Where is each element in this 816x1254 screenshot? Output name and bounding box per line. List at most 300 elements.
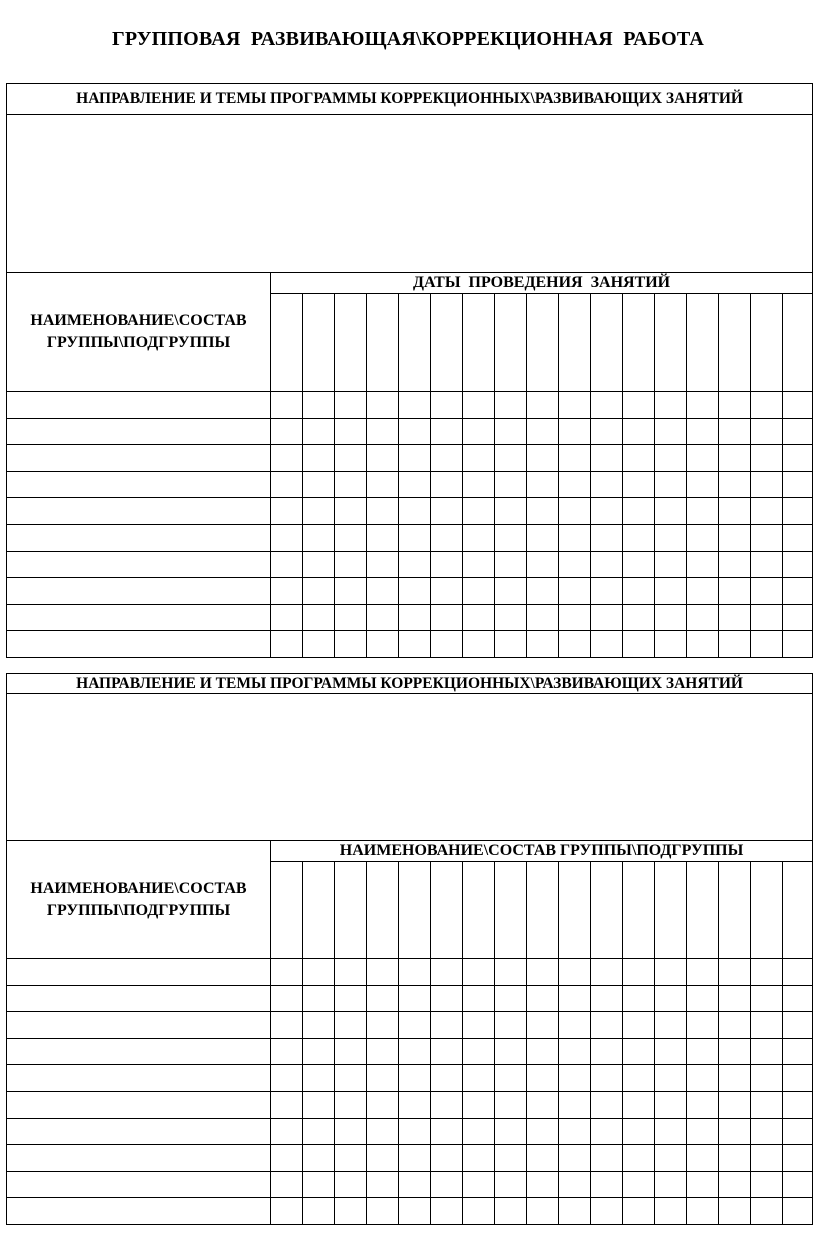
- attendance-cell[interactable]: [463, 551, 495, 578]
- attendance-cell[interactable]: [527, 418, 559, 445]
- attendance-cell[interactable]: [591, 1091, 623, 1118]
- attendance-cell[interactable]: [623, 1171, 655, 1198]
- attendance-cell[interactable]: [591, 471, 623, 498]
- attendance-cell[interactable]: [495, 551, 527, 578]
- attendance-cell[interactable]: [335, 498, 367, 525]
- attendance-cell[interactable]: [751, 1012, 783, 1039]
- group-name-cell[interactable]: [7, 498, 271, 525]
- attendance-cell[interactable]: [687, 578, 719, 605]
- attendance-cell[interactable]: [367, 604, 399, 631]
- attendance-cell[interactable]: [591, 1198, 623, 1225]
- attendance-cell[interactable]: [751, 604, 783, 631]
- attendance-cell[interactable]: [591, 1038, 623, 1065]
- attendance-cell[interactable]: [495, 1065, 527, 1092]
- attendance-cell[interactable]: [495, 445, 527, 472]
- attendance-cell[interactable]: [623, 1065, 655, 1092]
- attendance-cell[interactable]: [687, 498, 719, 525]
- date-header-cell[interactable]: [271, 294, 303, 392]
- date-header-cell[interactable]: [399, 862, 431, 959]
- attendance-cell[interactable]: [463, 604, 495, 631]
- date-header-cell[interactable]: [367, 294, 399, 392]
- attendance-cell[interactable]: [623, 1091, 655, 1118]
- attendance-cell[interactable]: [719, 1065, 751, 1092]
- attendance-cell[interactable]: [527, 498, 559, 525]
- attendance-cell[interactable]: [655, 1118, 687, 1145]
- attendance-cell[interactable]: [303, 1171, 335, 1198]
- attendance-cell[interactable]: [463, 631, 495, 658]
- attendance-cell[interactable]: [783, 524, 813, 551]
- attendance-cell[interactable]: [719, 1145, 751, 1172]
- attendance-cell[interactable]: [495, 959, 527, 986]
- attendance-cell[interactable]: [623, 1038, 655, 1065]
- attendance-cell[interactable]: [431, 392, 463, 419]
- attendance-cell[interactable]: [431, 1012, 463, 1039]
- attendance-cell[interactable]: [399, 604, 431, 631]
- attendance-cell[interactable]: [335, 471, 367, 498]
- date-header-cell[interactable]: [687, 862, 719, 959]
- attendance-cell[interactable]: [367, 392, 399, 419]
- attendance-cell[interactable]: [495, 631, 527, 658]
- date-header-cell[interactable]: [591, 294, 623, 392]
- attendance-cell[interactable]: [783, 604, 813, 631]
- attendance-cell[interactable]: [431, 445, 463, 472]
- date-header-cell[interactable]: [687, 294, 719, 392]
- attendance-cell[interactable]: [399, 959, 431, 986]
- attendance-cell[interactable]: [591, 392, 623, 419]
- attendance-cell[interactable]: [719, 392, 751, 419]
- attendance-cell[interactable]: [559, 1118, 591, 1145]
- attendance-cell[interactable]: [783, 1171, 813, 1198]
- date-header-cell[interactable]: [559, 862, 591, 959]
- attendance-cell[interactable]: [271, 524, 303, 551]
- attendance-cell[interactable]: [463, 1145, 495, 1172]
- attendance-cell[interactable]: [303, 985, 335, 1012]
- attendance-cell[interactable]: [303, 498, 335, 525]
- attendance-cell[interactable]: [655, 578, 687, 605]
- attendance-cell[interactable]: [783, 1038, 813, 1065]
- attendance-cell[interactable]: [495, 985, 527, 1012]
- attendance-cell[interactable]: [527, 392, 559, 419]
- attendance-cell[interactable]: [687, 1065, 719, 1092]
- attendance-cell[interactable]: [303, 1065, 335, 1092]
- attendance-cell[interactable]: [271, 498, 303, 525]
- attendance-cell[interactable]: [303, 551, 335, 578]
- attendance-cell[interactable]: [431, 631, 463, 658]
- attendance-cell[interactable]: [751, 985, 783, 1012]
- group-name-cell[interactable]: [7, 392, 271, 419]
- date-header-cell[interactable]: [527, 294, 559, 392]
- attendance-cell[interactable]: [783, 1012, 813, 1039]
- attendance-cell[interactable]: [623, 1145, 655, 1172]
- attendance-cell[interactable]: [655, 1198, 687, 1225]
- group-name-cell[interactable]: [7, 1145, 271, 1172]
- attendance-cell[interactable]: [431, 1038, 463, 1065]
- attendance-cell[interactable]: [463, 392, 495, 419]
- attendance-cell[interactable]: [495, 418, 527, 445]
- attendance-cell[interactable]: [463, 1118, 495, 1145]
- group-name-cell[interactable]: [7, 418, 271, 445]
- attendance-cell[interactable]: [591, 1171, 623, 1198]
- attendance-cell[interactable]: [655, 524, 687, 551]
- attendance-cell[interactable]: [527, 1012, 559, 1039]
- date-header-cell[interactable]: [399, 294, 431, 392]
- attendance-cell[interactable]: [431, 551, 463, 578]
- attendance-cell[interactable]: [431, 1145, 463, 1172]
- attendance-cell[interactable]: [559, 551, 591, 578]
- attendance-cell[interactable]: [271, 578, 303, 605]
- attendance-cell[interactable]: [655, 445, 687, 472]
- attendance-cell[interactable]: [399, 418, 431, 445]
- attendance-cell[interactable]: [751, 392, 783, 419]
- attendance-cell[interactable]: [559, 1198, 591, 1225]
- attendance-cell[interactable]: [527, 1145, 559, 1172]
- attendance-cell[interactable]: [783, 985, 813, 1012]
- attendance-cell[interactable]: [303, 1012, 335, 1039]
- attendance-cell[interactable]: [719, 1198, 751, 1225]
- direction-topics-field[interactable]: [7, 694, 813, 841]
- attendance-cell[interactable]: [655, 959, 687, 986]
- attendance-cell[interactable]: [399, 1038, 431, 1065]
- attendance-cell[interactable]: [367, 1198, 399, 1225]
- attendance-cell[interactable]: [367, 551, 399, 578]
- attendance-cell[interactable]: [303, 1145, 335, 1172]
- attendance-cell[interactable]: [719, 1171, 751, 1198]
- attendance-cell[interactable]: [719, 604, 751, 631]
- attendance-cell[interactable]: [783, 1198, 813, 1225]
- group-name-cell[interactable]: [7, 445, 271, 472]
- attendance-cell[interactable]: [495, 1012, 527, 1039]
- attendance-cell[interactable]: [623, 1118, 655, 1145]
- attendance-cell[interactable]: [431, 1198, 463, 1225]
- date-header-cell[interactable]: [655, 294, 687, 392]
- attendance-cell[interactable]: [335, 631, 367, 658]
- attendance-cell[interactable]: [463, 471, 495, 498]
- attendance-cell[interactable]: [623, 418, 655, 445]
- attendance-cell[interactable]: [335, 551, 367, 578]
- attendance-cell[interactable]: [719, 418, 751, 445]
- attendance-cell[interactable]: [335, 1038, 367, 1065]
- attendance-cell[interactable]: [271, 392, 303, 419]
- attendance-cell[interactable]: [399, 498, 431, 525]
- attendance-cell[interactable]: [719, 1118, 751, 1145]
- attendance-cell[interactable]: [559, 418, 591, 445]
- attendance-cell[interactable]: [527, 1091, 559, 1118]
- attendance-cell[interactable]: [495, 1038, 527, 1065]
- attendance-cell[interactable]: [495, 471, 527, 498]
- attendance-cell[interactable]: [655, 1038, 687, 1065]
- attendance-cell[interactable]: [719, 985, 751, 1012]
- attendance-cell[interactable]: [495, 1145, 527, 1172]
- attendance-cell[interactable]: [303, 959, 335, 986]
- date-header-cell[interactable]: [335, 294, 367, 392]
- attendance-cell[interactable]: [367, 498, 399, 525]
- attendance-cell[interactable]: [559, 604, 591, 631]
- attendance-cell[interactable]: [335, 1171, 367, 1198]
- attendance-cell[interactable]: [335, 445, 367, 472]
- date-header-cell[interactable]: [527, 862, 559, 959]
- attendance-cell[interactable]: [463, 498, 495, 525]
- date-header-cell[interactable]: [495, 862, 527, 959]
- attendance-cell[interactable]: [431, 578, 463, 605]
- attendance-cell[interactable]: [495, 604, 527, 631]
- attendance-cell[interactable]: [527, 1198, 559, 1225]
- attendance-cell[interactable]: [303, 524, 335, 551]
- attendance-cell[interactable]: [303, 445, 335, 472]
- attendance-cell[interactable]: [687, 418, 719, 445]
- attendance-cell[interactable]: [591, 524, 623, 551]
- attendance-cell[interactable]: [655, 498, 687, 525]
- attendance-cell[interactable]: [751, 1171, 783, 1198]
- attendance-cell[interactable]: [687, 604, 719, 631]
- attendance-cell[interactable]: [559, 498, 591, 525]
- attendance-cell[interactable]: [751, 445, 783, 472]
- attendance-cell[interactable]: [655, 1145, 687, 1172]
- date-header-cell[interactable]: [463, 294, 495, 392]
- attendance-cell[interactable]: [559, 1038, 591, 1065]
- attendance-cell[interactable]: [687, 1012, 719, 1039]
- attendance-cell[interactable]: [399, 392, 431, 419]
- attendance-cell[interactable]: [751, 524, 783, 551]
- attendance-cell[interactable]: [559, 1065, 591, 1092]
- attendance-cell[interactable]: [495, 1198, 527, 1225]
- attendance-cell[interactable]: [463, 1065, 495, 1092]
- attendance-cell[interactable]: [687, 1091, 719, 1118]
- attendance-cell[interactable]: [367, 445, 399, 472]
- attendance-cell[interactable]: [687, 631, 719, 658]
- attendance-cell[interactable]: [559, 959, 591, 986]
- attendance-cell[interactable]: [655, 471, 687, 498]
- attendance-cell[interactable]: [623, 1012, 655, 1039]
- direction-topics-field[interactable]: [7, 115, 813, 273]
- attendance-cell[interactable]: [399, 1091, 431, 1118]
- attendance-cell[interactable]: [751, 471, 783, 498]
- attendance-cell[interactable]: [687, 1038, 719, 1065]
- attendance-cell[interactable]: [463, 445, 495, 472]
- attendance-cell[interactable]: [335, 604, 367, 631]
- attendance-cell[interactable]: [623, 392, 655, 419]
- attendance-cell[interactable]: [623, 471, 655, 498]
- attendance-cell[interactable]: [303, 1198, 335, 1225]
- group-name-cell[interactable]: [7, 1038, 271, 1065]
- attendance-cell[interactable]: [655, 604, 687, 631]
- attendance-cell[interactable]: [367, 1091, 399, 1118]
- attendance-cell[interactable]: [399, 985, 431, 1012]
- attendance-cell[interactable]: [687, 959, 719, 986]
- attendance-cell[interactable]: [559, 392, 591, 419]
- attendance-cell[interactable]: [623, 524, 655, 551]
- attendance-cell[interactable]: [527, 1038, 559, 1065]
- date-header-cell[interactable]: [303, 294, 335, 392]
- attendance-cell[interactable]: [367, 1012, 399, 1039]
- attendance-cell[interactable]: [431, 498, 463, 525]
- attendance-cell[interactable]: [527, 631, 559, 658]
- attendance-cell[interactable]: [303, 392, 335, 419]
- attendance-cell[interactable]: [399, 1145, 431, 1172]
- attendance-cell[interactable]: [783, 551, 813, 578]
- attendance-cell[interactable]: [559, 985, 591, 1012]
- attendance-cell[interactable]: [335, 524, 367, 551]
- attendance-cell[interactable]: [271, 1012, 303, 1039]
- attendance-cell[interactable]: [783, 631, 813, 658]
- group-name-cell[interactable]: [7, 631, 271, 658]
- attendance-cell[interactable]: [591, 604, 623, 631]
- attendance-cell[interactable]: [687, 985, 719, 1012]
- group-name-cell[interactable]: [7, 1012, 271, 1039]
- attendance-cell[interactable]: [623, 959, 655, 986]
- attendance-cell[interactable]: [271, 471, 303, 498]
- date-header-cell[interactable]: [623, 862, 655, 959]
- attendance-cell[interactable]: [751, 551, 783, 578]
- group-name-cell[interactable]: [7, 985, 271, 1012]
- attendance-cell[interactable]: [335, 1012, 367, 1039]
- attendance-cell[interactable]: [559, 1012, 591, 1039]
- attendance-cell[interactable]: [367, 578, 399, 605]
- attendance-cell[interactable]: [463, 524, 495, 551]
- attendance-cell[interactable]: [303, 1091, 335, 1118]
- attendance-cell[interactable]: [495, 524, 527, 551]
- attendance-cell[interactable]: [527, 524, 559, 551]
- attendance-cell[interactable]: [463, 418, 495, 445]
- attendance-cell[interactable]: [591, 445, 623, 472]
- attendance-cell[interactable]: [559, 578, 591, 605]
- attendance-cell[interactable]: [463, 1038, 495, 1065]
- attendance-cell[interactable]: [559, 471, 591, 498]
- date-header-cell[interactable]: [655, 862, 687, 959]
- attendance-cell[interactable]: [751, 1038, 783, 1065]
- attendance-cell[interactable]: [719, 1091, 751, 1118]
- attendance-cell[interactable]: [655, 1091, 687, 1118]
- attendance-cell[interactable]: [623, 445, 655, 472]
- attendance-cell[interactable]: [591, 1065, 623, 1092]
- attendance-cell[interactable]: [687, 524, 719, 551]
- attendance-cell[interactable]: [527, 1171, 559, 1198]
- attendance-cell[interactable]: [431, 1171, 463, 1198]
- attendance-cell[interactable]: [783, 1091, 813, 1118]
- attendance-cell[interactable]: [303, 604, 335, 631]
- attendance-cell[interactable]: [527, 551, 559, 578]
- date-header-cell[interactable]: [335, 862, 367, 959]
- attendance-cell[interactable]: [495, 1118, 527, 1145]
- date-header-cell[interactable]: [559, 294, 591, 392]
- attendance-cell[interactable]: [783, 392, 813, 419]
- attendance-cell[interactable]: [495, 392, 527, 419]
- attendance-cell[interactable]: [271, 631, 303, 658]
- attendance-cell[interactable]: [687, 551, 719, 578]
- group-name-cell[interactable]: [7, 1091, 271, 1118]
- attendance-cell[interactable]: [271, 1065, 303, 1092]
- attendance-cell[interactable]: [527, 1118, 559, 1145]
- attendance-cell[interactable]: [623, 1198, 655, 1225]
- attendance-cell[interactable]: [335, 392, 367, 419]
- attendance-cell[interactable]: [783, 578, 813, 605]
- attendance-cell[interactable]: [591, 631, 623, 658]
- attendance-cell[interactable]: [687, 1198, 719, 1225]
- attendance-cell[interactable]: [687, 471, 719, 498]
- attendance-cell[interactable]: [591, 959, 623, 986]
- group-name-cell[interactable]: [7, 578, 271, 605]
- attendance-cell[interactable]: [271, 1118, 303, 1145]
- attendance-cell[interactable]: [655, 392, 687, 419]
- attendance-cell[interactable]: [591, 1118, 623, 1145]
- attendance-cell[interactable]: [335, 1065, 367, 1092]
- attendance-cell[interactable]: [687, 392, 719, 419]
- attendance-cell[interactable]: [559, 1171, 591, 1198]
- attendance-cell[interactable]: [495, 578, 527, 605]
- attendance-cell[interactable]: [719, 524, 751, 551]
- date-header-cell[interactable]: [591, 862, 623, 959]
- attendance-cell[interactable]: [399, 1012, 431, 1039]
- attendance-cell[interactable]: [367, 631, 399, 658]
- attendance-cell[interactable]: [335, 985, 367, 1012]
- attendance-cell[interactable]: [751, 1198, 783, 1225]
- attendance-cell[interactable]: [655, 985, 687, 1012]
- attendance-cell[interactable]: [751, 578, 783, 605]
- attendance-cell[interactable]: [623, 985, 655, 1012]
- attendance-cell[interactable]: [271, 1038, 303, 1065]
- attendance-cell[interactable]: [591, 1145, 623, 1172]
- attendance-cell[interactable]: [719, 445, 751, 472]
- date-header-cell[interactable]: [303, 862, 335, 959]
- date-header-cell[interactable]: [463, 862, 495, 959]
- attendance-cell[interactable]: [783, 418, 813, 445]
- attendance-cell[interactable]: [655, 1065, 687, 1092]
- attendance-cell[interactable]: [431, 1065, 463, 1092]
- attendance-cell[interactable]: [559, 1145, 591, 1172]
- attendance-cell[interactable]: [527, 1065, 559, 1092]
- attendance-cell[interactable]: [367, 1171, 399, 1198]
- attendance-cell[interactable]: [431, 418, 463, 445]
- date-header-cell[interactable]: [783, 294, 813, 392]
- attendance-cell[interactable]: [751, 498, 783, 525]
- attendance-cell[interactable]: [719, 1012, 751, 1039]
- attendance-cell[interactable]: [367, 1145, 399, 1172]
- attendance-cell[interactable]: [399, 445, 431, 472]
- attendance-cell[interactable]: [399, 1171, 431, 1198]
- attendance-cell[interactable]: [655, 1012, 687, 1039]
- attendance-cell[interactable]: [783, 1065, 813, 1092]
- attendance-cell[interactable]: [527, 959, 559, 986]
- attendance-cell[interactable]: [335, 1091, 367, 1118]
- date-header-cell[interactable]: [367, 862, 399, 959]
- attendance-cell[interactable]: [591, 551, 623, 578]
- date-header-cell[interactable]: [783, 862, 813, 959]
- attendance-cell[interactable]: [719, 471, 751, 498]
- group-name-cell[interactable]: [7, 551, 271, 578]
- group-name-cell[interactable]: [7, 604, 271, 631]
- date-header-cell[interactable]: [431, 294, 463, 392]
- attendance-cell[interactable]: [751, 418, 783, 445]
- group-name-cell[interactable]: [7, 1198, 271, 1225]
- attendance-cell[interactable]: [335, 578, 367, 605]
- attendance-cell[interactable]: [719, 631, 751, 658]
- attendance-cell[interactable]: [271, 445, 303, 472]
- attendance-cell[interactable]: [335, 1145, 367, 1172]
- attendance-cell[interactable]: [463, 1091, 495, 1118]
- attendance-cell[interactable]: [687, 1145, 719, 1172]
- group-name-cell[interactable]: [7, 1065, 271, 1092]
- attendance-cell[interactable]: [719, 551, 751, 578]
- attendance-cell[interactable]: [463, 959, 495, 986]
- attendance-cell[interactable]: [335, 959, 367, 986]
- attendance-cell[interactable]: [303, 631, 335, 658]
- attendance-cell[interactable]: [783, 1145, 813, 1172]
- attendance-cell[interactable]: [399, 471, 431, 498]
- attendance-cell[interactable]: [463, 1198, 495, 1225]
- group-name-cell[interactable]: [7, 524, 271, 551]
- attendance-cell[interactable]: [719, 959, 751, 986]
- attendance-cell[interactable]: [655, 551, 687, 578]
- attendance-cell[interactable]: [399, 551, 431, 578]
